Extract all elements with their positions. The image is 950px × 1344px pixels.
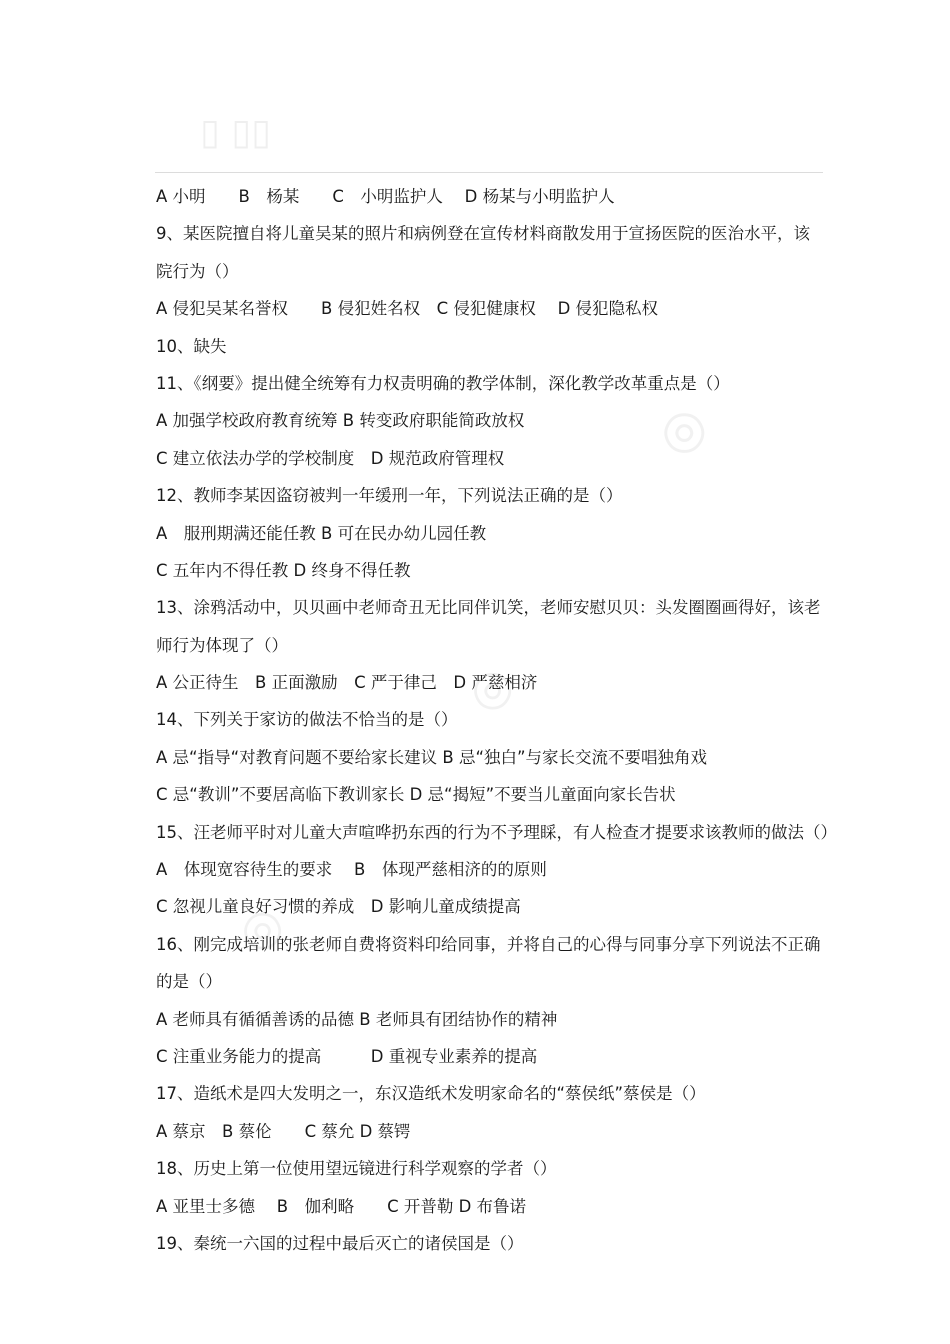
question-18-options: A 亚里士多德 B 伽利略 C 开普勒 D 布鲁诺 [156,1196,527,1216]
question-11: 11、《纲要》提出健全统筹有力权责明确的教学体制，深化教学改革重点是（） [156,373,730,393]
question-10: 10、缺失 [156,336,227,356]
question-13: 13、涂鸦活动中，贝贝画中老师奇丑无比同伴讥笑，老师安慰贝贝：头发圈圈画得好，该老 [156,598,821,618]
question-9-cont: 院行为（） [156,261,239,281]
question-14-options-cd: C 忌“教训”不要居高临下教训家长 D 忌“揭短”不要当儿童面向家长告状 [156,785,676,805]
question-13-cont: 师行为体现了（） [156,635,288,655]
question-16: 16、刚完成培训的张老师自费将资料印给同事，并将自己的心得与同事分享下列说法不正确 [156,934,821,954]
question-16-cont: 的是（） [156,972,222,992]
question-11-options-cd: C 建立依法办学的学校制度 D 规范政府管理权 [156,448,505,468]
question-16-options-cd: C 注重业务能力的提高 D 重视专业素养的提高 [156,1046,538,1066]
question-15-options-cd: C 忽视儿童良好习惯的养成 D 影响儿童成绩提高 [156,897,521,917]
question-12-options-cd: C 五年内不得任教 D 终身不得任教 [156,560,411,580]
question-19: 19、秦统一六国的过程中最后灭亡的诸侯国是（） [156,1233,524,1253]
document-body [156,178,837,1262]
header-divider [155,172,823,173]
watermark-stamp: ◎ [459,653,523,723]
question-12-options-ab: A 服刑期满还能任教 B 可在民办幼儿园任教 [156,523,487,543]
question-18: 18、历史上第一位使用望远镜进行科学观察的学者（） [156,1159,557,1179]
option-line: A 小明 B 杨某 C 小明监护人 D 杨某与小明监护人 [156,187,615,206]
question-13-options: A 公正待生 B 正面激励 C 严于律己 D 严慈相济 [156,673,538,693]
question-14-options-ab: A 忌“指导“对教育问题不要给家长建议 B 忌“独白”与家长交流不要唱独角戏 [156,747,708,767]
question-14: 14、下列关于家访的做法不恰当的是（） [156,710,458,730]
watermark-stamp: ◎ [229,893,293,963]
watermark-logo: ▯ ▯▯ [200,112,271,153]
question-15-options-ab: A 体现宽容待生的要求 B 体现严慈相济的的原则 [156,860,547,880]
question-9: 9、某医院擅自将儿童吴某的照片和病例登在宣传材料商散发用于宣扬医院的医治水平，该 [156,224,810,244]
question-15: 15、汪老师平时对儿童大声喧哗扔东西的行为不予理睬，有人检查才提要求该教师的做法（） [156,822,837,842]
question-17-options: A 蔡京 B 蔡伦 C 蔡允 D 蔡锷 [156,1121,411,1141]
question-9-options: A 侵犯吴某名誉权 B 侵犯姓名权 C 侵犯健康权 D 侵犯隐私权 [156,299,659,319]
question-16-options-ab: A 老师具有循循善诱的品德 B 老师具有团结协作的精神 [156,1009,558,1029]
question-11-options-ab: A 加强学校政府教育统筹 B 转变政府职能简政放权 [156,411,525,431]
question-17: 17、造纸术是四大发明之一，东汉造纸术发明家命名的“蔡侯纸”蔡侯是（） [156,1084,706,1104]
question-12: 12、教师李某因盗窃被判一年缓刑一年，下列说法正确的是（） [156,486,623,506]
watermark-stamp: ◎ [648,392,717,468]
